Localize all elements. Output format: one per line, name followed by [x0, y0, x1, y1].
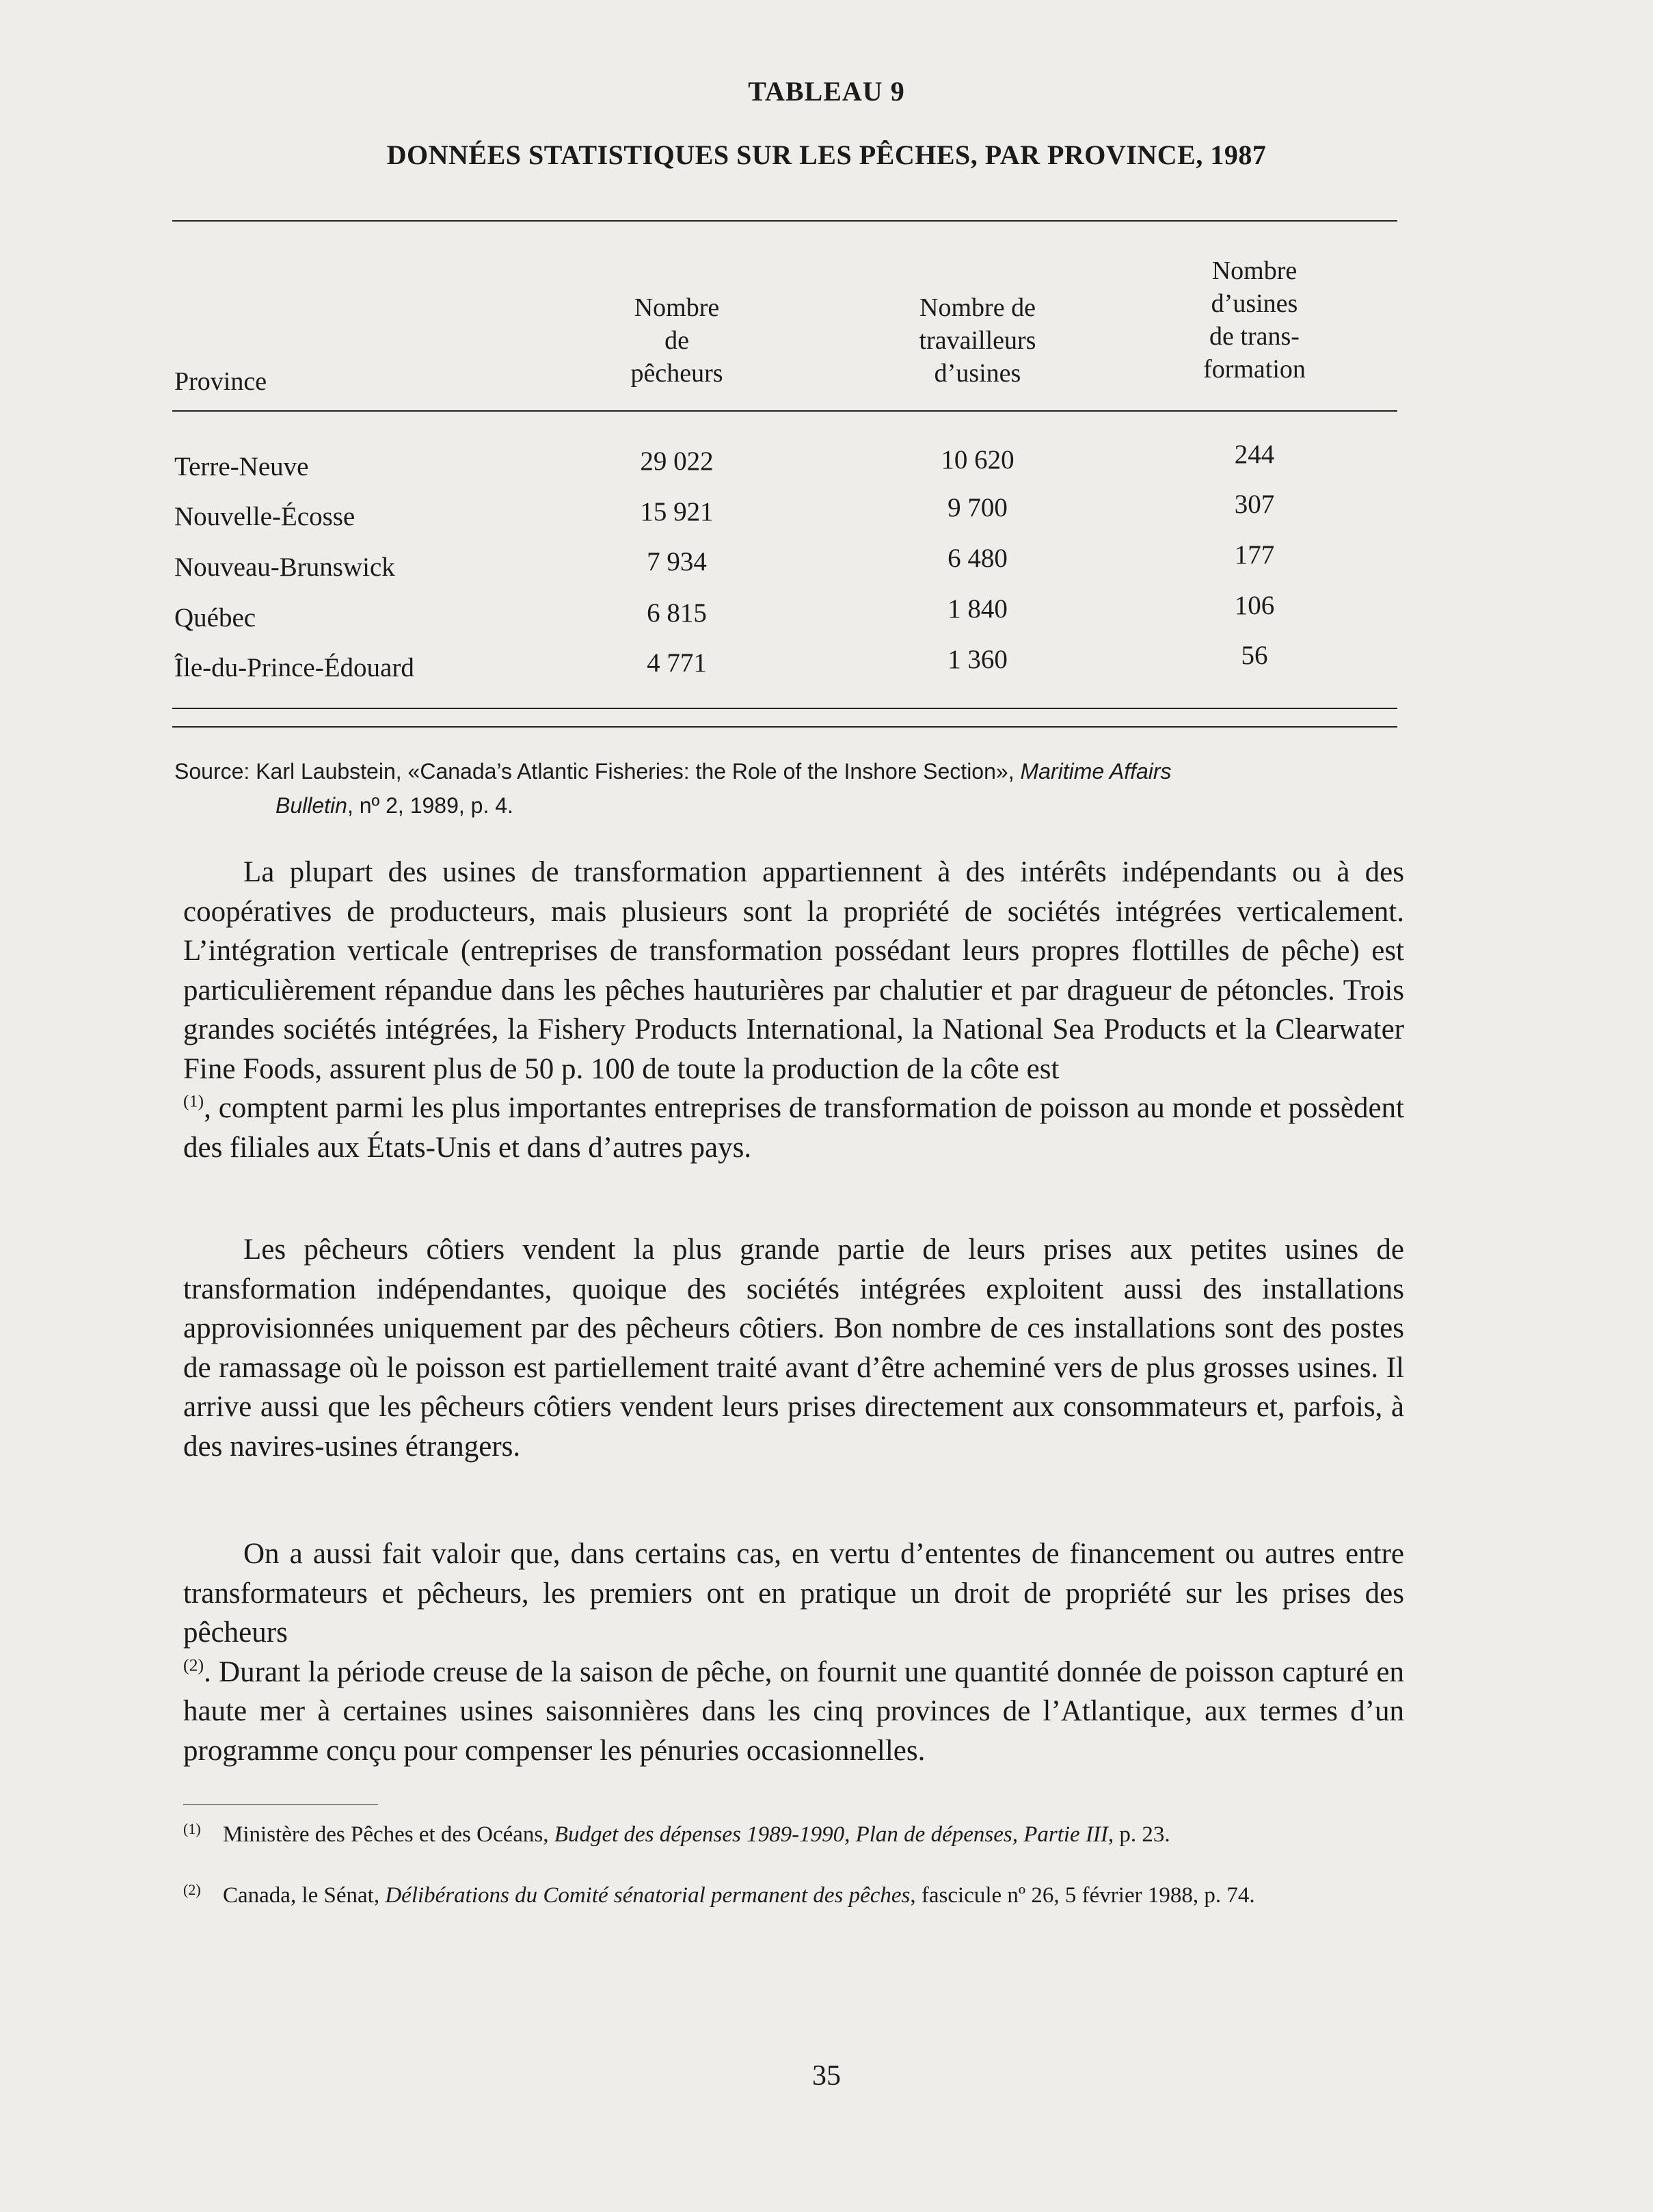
footnote-text: Canada, le Sénat,: [223, 1883, 380, 1908]
source-text: Karl Laubstein, «Canada’s Atlantic Fisheries: the Role of the Inshore Section»,: [256, 759, 1014, 784]
cell-province: Île-du-Prince-Édouard: [174, 653, 414, 682]
footnote-ref: (2): [183, 1655, 204, 1675]
table-label: TABLEAU 9: [748, 76, 905, 107]
cell-province: Québec: [174, 603, 256, 632]
header-workers-line: travailleurs: [919, 326, 1036, 355]
cell-province: Nouvelle-Écosse: [174, 502, 355, 531]
header-fishers-line: Nombre: [634, 293, 720, 322]
footnote: [183, 1882, 1414, 1909]
table-title: DONNÉES STATISTIQUES SUR LES PÊCHES, PAR PROVINCE, 1987: [386, 139, 1267, 170]
footnote-number: (2): [183, 1881, 201, 1898]
cell-workers: 9 700: [948, 493, 1008, 522]
cell-fishers: 15 921: [640, 497, 714, 527]
source-publication-cont: Bulletin: [276, 793, 347, 818]
paragraph-text: Les pêcheurs côtiers vendent la plus grande partie de leurs prises aux petites usines de transformation indépendantes, quoique des sociétés intégrées exploitent aussi des installations approvisionnées uniquement par des pêcheurs côtiers. Bon nombre de ces installations sont des postes de ramassage où le poisson est partiellement traité avant d’être acheminé vers de plus grosses usines. Il arrive aussi que les pêcheurs côtiers vendent leurs prises directement aux consommateurs et, parfois, à des navires-usines étrangers.: [183, 1234, 1404, 1463]
header-workers-line: Nombre de: [919, 293, 1036, 322]
cell-fishers: 4 771: [647, 648, 707, 678]
paragraph: [183, 853, 1404, 1167]
paragraph: [183, 1534, 1404, 1770]
footnote-title: Budget des dépenses 1989-1990, Plan de dépenses, Partie III: [554, 1822, 1108, 1847]
header-plants-line: formation: [1203, 355, 1306, 384]
table-source-note: [174, 754, 1405, 823]
cell-plants: 177: [1234, 540, 1275, 570]
page-number: 35: [812, 2060, 841, 2092]
table-header-rule: [172, 410, 1397, 412]
cell-fishers: 7 934: [647, 547, 707, 576]
footnote-text: , p. 23.: [1107, 1822, 1170, 1847]
header-province: Province: [174, 367, 267, 396]
paragraph-text: On a aussi fait valoir que, dans certains cas, en vertu d’ententes de financement ou autres entre transformateurs et pêcheurs, les premiers ont en pratique un droit de propriété sur les prises des pêcheurs: [183, 1538, 1404, 1649]
source-publication: Maritime Affairs: [1020, 759, 1172, 784]
cell-workers: 1 360: [948, 645, 1008, 674]
header-plants-line: de trans-: [1209, 322, 1300, 351]
source-issue: , nº 2, 1989, p. 4.: [347, 793, 513, 818]
table-bottom-rule: [172, 708, 1397, 709]
cell-workers: 1 840: [948, 594, 1008, 624]
footnote-rule: [183, 1804, 378, 1805]
cell-fishers: 6 815: [647, 598, 707, 628]
paragraph-text: La plupart des usines de transformation appartiennent à des intérêts indépendants ou à des coopératives de producteurs, mais plusieurs sont la propriété de sociétés intégrées verticalement. L’intégration verticale (entreprises de transformation possédant leurs propres flottilles de pêche) est particulièrement répandue dans les pêches hauturières par chalutier et par dragueur de pétoncles. Trois grandes sociétés intégrées, la Fishery Products International, la National Sea Products et la Clearwater Fine Foods, assurent plus de 50 p. 100 de toute la production de la côte est: [183, 856, 1404, 1085]
table-top-rule: [172, 220, 1397, 222]
paragraph: [183, 1230, 1404, 1466]
footnote-text: Ministère des Pêches et des Océans,: [223, 1822, 549, 1847]
footnote-ref: (1): [183, 1091, 204, 1111]
header-fishers-line: de: [664, 326, 689, 355]
cell-province: Terre-Neuve: [174, 452, 309, 481]
header-workers-line: d’usines: [934, 359, 1021, 388]
header-fishers: [588, 291, 766, 390]
cell-workers: 6 480: [948, 544, 1008, 573]
footnote: [183, 1821, 1414, 1848]
cell-plants: 106: [1234, 591, 1275, 620]
header-workers: [885, 291, 1070, 390]
header-plants: [1162, 254, 1347, 386]
header-plants-line: d’usines: [1211, 289, 1298, 318]
footnote-title: Délibérations du Comité sénatorial permanent des pêches: [385, 1883, 911, 1908]
header-fishers-line: pêcheurs: [630, 359, 723, 388]
paragraph-text: . Durant la période creuse de la saison de pêche, on fournit une quantité donnée de poisson capturé en haute mer à certaines usines saisonnières dans les cinq provinces de l’Atlantique, aux termes d’un programme conçu pour compenser les pénuries occasionnelles.: [183, 1655, 1404, 1767]
table-bottom-rule-2: [172, 726, 1397, 728]
footnote-text: , fascicule nº 26, 5 février 1988, p. 74.: [910, 1883, 1255, 1908]
cell-workers: 10 620: [941, 445, 1014, 475]
cell-fishers: 29 022: [640, 447, 714, 476]
cell-province: Nouveau-Brunswick: [174, 552, 395, 582]
cell-plants: 244: [1234, 440, 1275, 469]
footnote-number: (1): [183, 1820, 201, 1837]
header-plants-line: Nombre: [1211, 256, 1298, 285]
cell-plants: 56: [1241, 641, 1268, 670]
cell-plants: 307: [1234, 490, 1275, 519]
source-label: Source:: [174, 759, 250, 784]
paragraph-text: , comptent parmi les plus importantes entreprises de transformation de poisson au monde et possèdent des filiales aux États-Unis et dans d’autres pays.: [183, 1092, 1404, 1164]
